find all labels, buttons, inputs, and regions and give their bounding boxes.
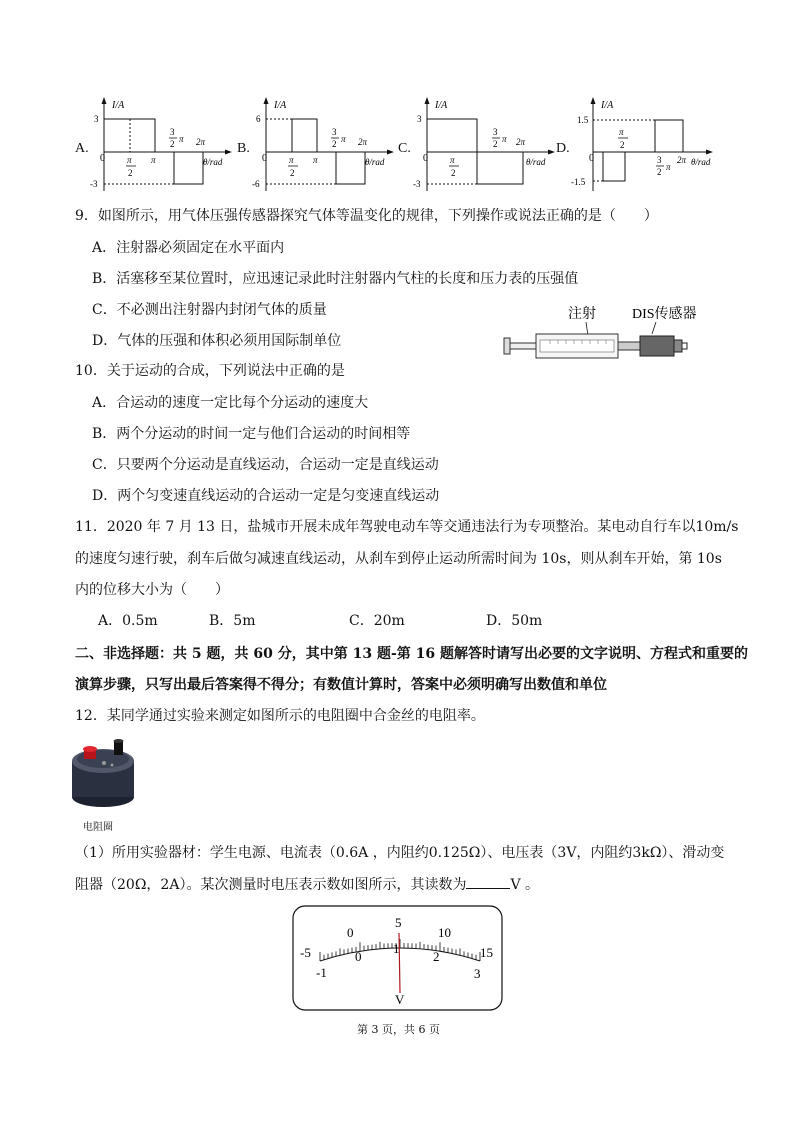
ymin-label: -6	[252, 179, 260, 189]
q12-part1-line2-before: 阻器（20Ω，2A）。某次测量时电压表示数如图所示，其读数为	[75, 877, 467, 893]
option-c-letter: C.	[398, 141, 411, 156]
meter-unit: V	[395, 992, 405, 1007]
upper-scale-neg5: -5	[300, 945, 311, 960]
answer-blank[interactable]	[466, 874, 510, 889]
tick-pi-half: π	[450, 155, 455, 165]
tick-3-2: 3	[332, 127, 337, 137]
tick-pi: π	[151, 155, 156, 165]
origin-label: 0	[423, 153, 428, 164]
upper-scale-15: 15	[480, 945, 493, 960]
ymin-label: -1.5	[571, 177, 586, 187]
x-axis-label: θ/rad	[365, 157, 385, 167]
tick-2pi: 2π	[677, 155, 687, 165]
q10-option-b: B．两个分运动的时间一定与他们合运动的时间相等	[92, 426, 411, 442]
q12-part1-line1: （1）所用实验器材：学生电源、电流表（0.6A ，内阻约0.125Ω）、电压表（3V，内阻约3kΩ）、滑动变	[75, 845, 725, 861]
graph-b	[252, 95, 402, 195]
tick-pi: π	[313, 155, 318, 165]
tick-3-2-pi: π	[341, 134, 346, 144]
photo-caption: 电阻圈	[83, 822, 113, 833]
x-axis-label: θ/rad	[526, 157, 546, 167]
tick-pi-half-den: 2	[451, 168, 456, 178]
upper-scale-0: 0	[347, 925, 354, 940]
tick-2pi: 2π	[196, 137, 206, 147]
q10-option-c: C．只要两个分运动是直线运动，合运动一定是直线运动	[92, 457, 439, 473]
y-axis-label: I/A	[274, 100, 287, 111]
ymin-label: -3	[90, 179, 98, 189]
lower-scale-1: 1	[393, 941, 400, 956]
q10-stem: 10．关于运动的合成，下列说法中正确的是	[75, 363, 345, 379]
q11-line1: 11．2020 年 7 月 13 日，盐城市开展未成年驾驶电动车等交通违法行为专项整治。某电动自行车以10m/s	[75, 519, 739, 535]
tick-3-2: 3	[657, 155, 662, 165]
q11-line3: 内的位移大小为（ ）	[75, 582, 229, 598]
lower-scale-0: 0	[355, 949, 362, 964]
y-axis-label: I/A	[601, 100, 614, 111]
q9-option-b: B．活塞移至某位置时，应迅速记录此时注射器内气柱的长度和压力表的压强值	[92, 271, 579, 287]
graph-a	[90, 95, 240, 195]
graph-options-row	[0, 95, 794, 195]
q12-part1-line2	[75, 874, 539, 895]
syringe-label: 注射	[568, 307, 596, 322]
q12-part1-line2-after: V 。	[510, 877, 540, 893]
lower-scale-neg1: -1	[316, 965, 327, 980]
ymin-label: -3	[413, 179, 421, 189]
q11-line2: 的速度匀速行驶，刹车后做匀减速直线运动，从刹车到停止运动所需时间为 10s，则从刹车开始，第 10s	[75, 551, 722, 567]
tick-3-2-den: 2	[170, 139, 175, 149]
q11-option-b: B．5m	[209, 613, 256, 629]
tick-pi-half-den: 2	[128, 168, 133, 178]
option-b-letter: B.	[237, 141, 250, 156]
q9-option-a: A．注射器必须固定在水平面内	[92, 240, 285, 256]
q11-option-d: D．50m	[486, 613, 543, 629]
tick-3-2-pi: π	[502, 134, 507, 144]
q12-stem: 12．某同学通过实验来测定如图所示的电阻圈中合金丝的电阻率。	[75, 708, 485, 724]
ymax-label: 1.5	[577, 115, 589, 125]
q9-option-d: D．气体的压强和体积必须用国际制单位	[92, 333, 342, 349]
q10-option-a: A．合运动的速度一定比每个分运动的速度大	[92, 395, 369, 411]
lower-scale-2: 2	[433, 949, 440, 964]
tick-pi-half: π	[127, 155, 132, 165]
tick-3-2-den: 2	[493, 139, 498, 149]
tick-3-2: 3	[493, 127, 498, 137]
tick-3-2-den: 2	[332, 139, 337, 149]
q9-option-c: C．不必测出注射器内封闭气体的质量	[92, 302, 327, 318]
q9-stem: 9．如图所示，用气体压强传感器探究气体等温变化的规律，下列操作或说法正确的是（ ）	[75, 208, 658, 224]
syringe-sensor-figure	[500, 298, 710, 360]
upper-scale-5: 5	[395, 915, 402, 930]
q10-option-d: D．两个匀变速直线运动的合运动一定是匀变速直线运动	[92, 488, 440, 504]
lower-scale-3: 3	[474, 966, 481, 981]
tick-pi-half-den: 2	[290, 168, 295, 178]
upper-scale-10: 10	[438, 925, 451, 940]
tick-pi-half: π	[619, 127, 624, 137]
voltmeter-dial	[292, 905, 504, 1013]
graph-d	[571, 95, 721, 195]
x-axis-label: θ/rad	[203, 157, 223, 167]
ymax-label: 3	[94, 114, 99, 124]
origin-label: 0	[100, 153, 105, 164]
tick-2pi: 2π	[358, 137, 368, 147]
graph-c	[413, 95, 563, 195]
tick-2pi: 2π	[516, 137, 526, 147]
tick-pi-half-den: 2	[620, 140, 625, 150]
sensor-label: DIS传感器	[632, 307, 697, 322]
section2-line2: 演算步骤，只写出最后答案得不得分；有数值计算时，答案中必须明确写出数值和单位	[75, 677, 607, 693]
x-axis-label: θ/rad	[691, 157, 711, 167]
tick-3-2-pi: π	[179, 134, 184, 144]
resistance-coil-photo	[68, 731, 138, 819]
y-axis-label: I/A	[112, 100, 125, 111]
origin-label: 0	[589, 153, 594, 164]
ymax-label: 6	[256, 114, 261, 124]
section2-line1: 二、非选择题：共 5 题，共 60 分，其中第 13 题-第 16 题解答时请写出必要的文字说明、方程式和重要的	[75, 646, 748, 662]
q11-option-c: C．20m	[349, 613, 405, 629]
tick-3-2: 3	[170, 127, 175, 137]
y-axis-label: I/A	[435, 100, 448, 111]
ymax-label: 3	[417, 114, 422, 124]
origin-label: 0	[262, 153, 267, 164]
option-d-letter: D.	[556, 141, 570, 156]
option-a-letter: A.	[75, 141, 89, 156]
tick-3-2-den: 2	[657, 167, 662, 177]
q11-option-a: A．0.5m	[98, 613, 158, 629]
page-footer: 第 3 页，共 6 页	[357, 1023, 440, 1036]
tick-pi-half: π	[289, 155, 294, 165]
tick-3-2-pi: π	[666, 162, 671, 172]
